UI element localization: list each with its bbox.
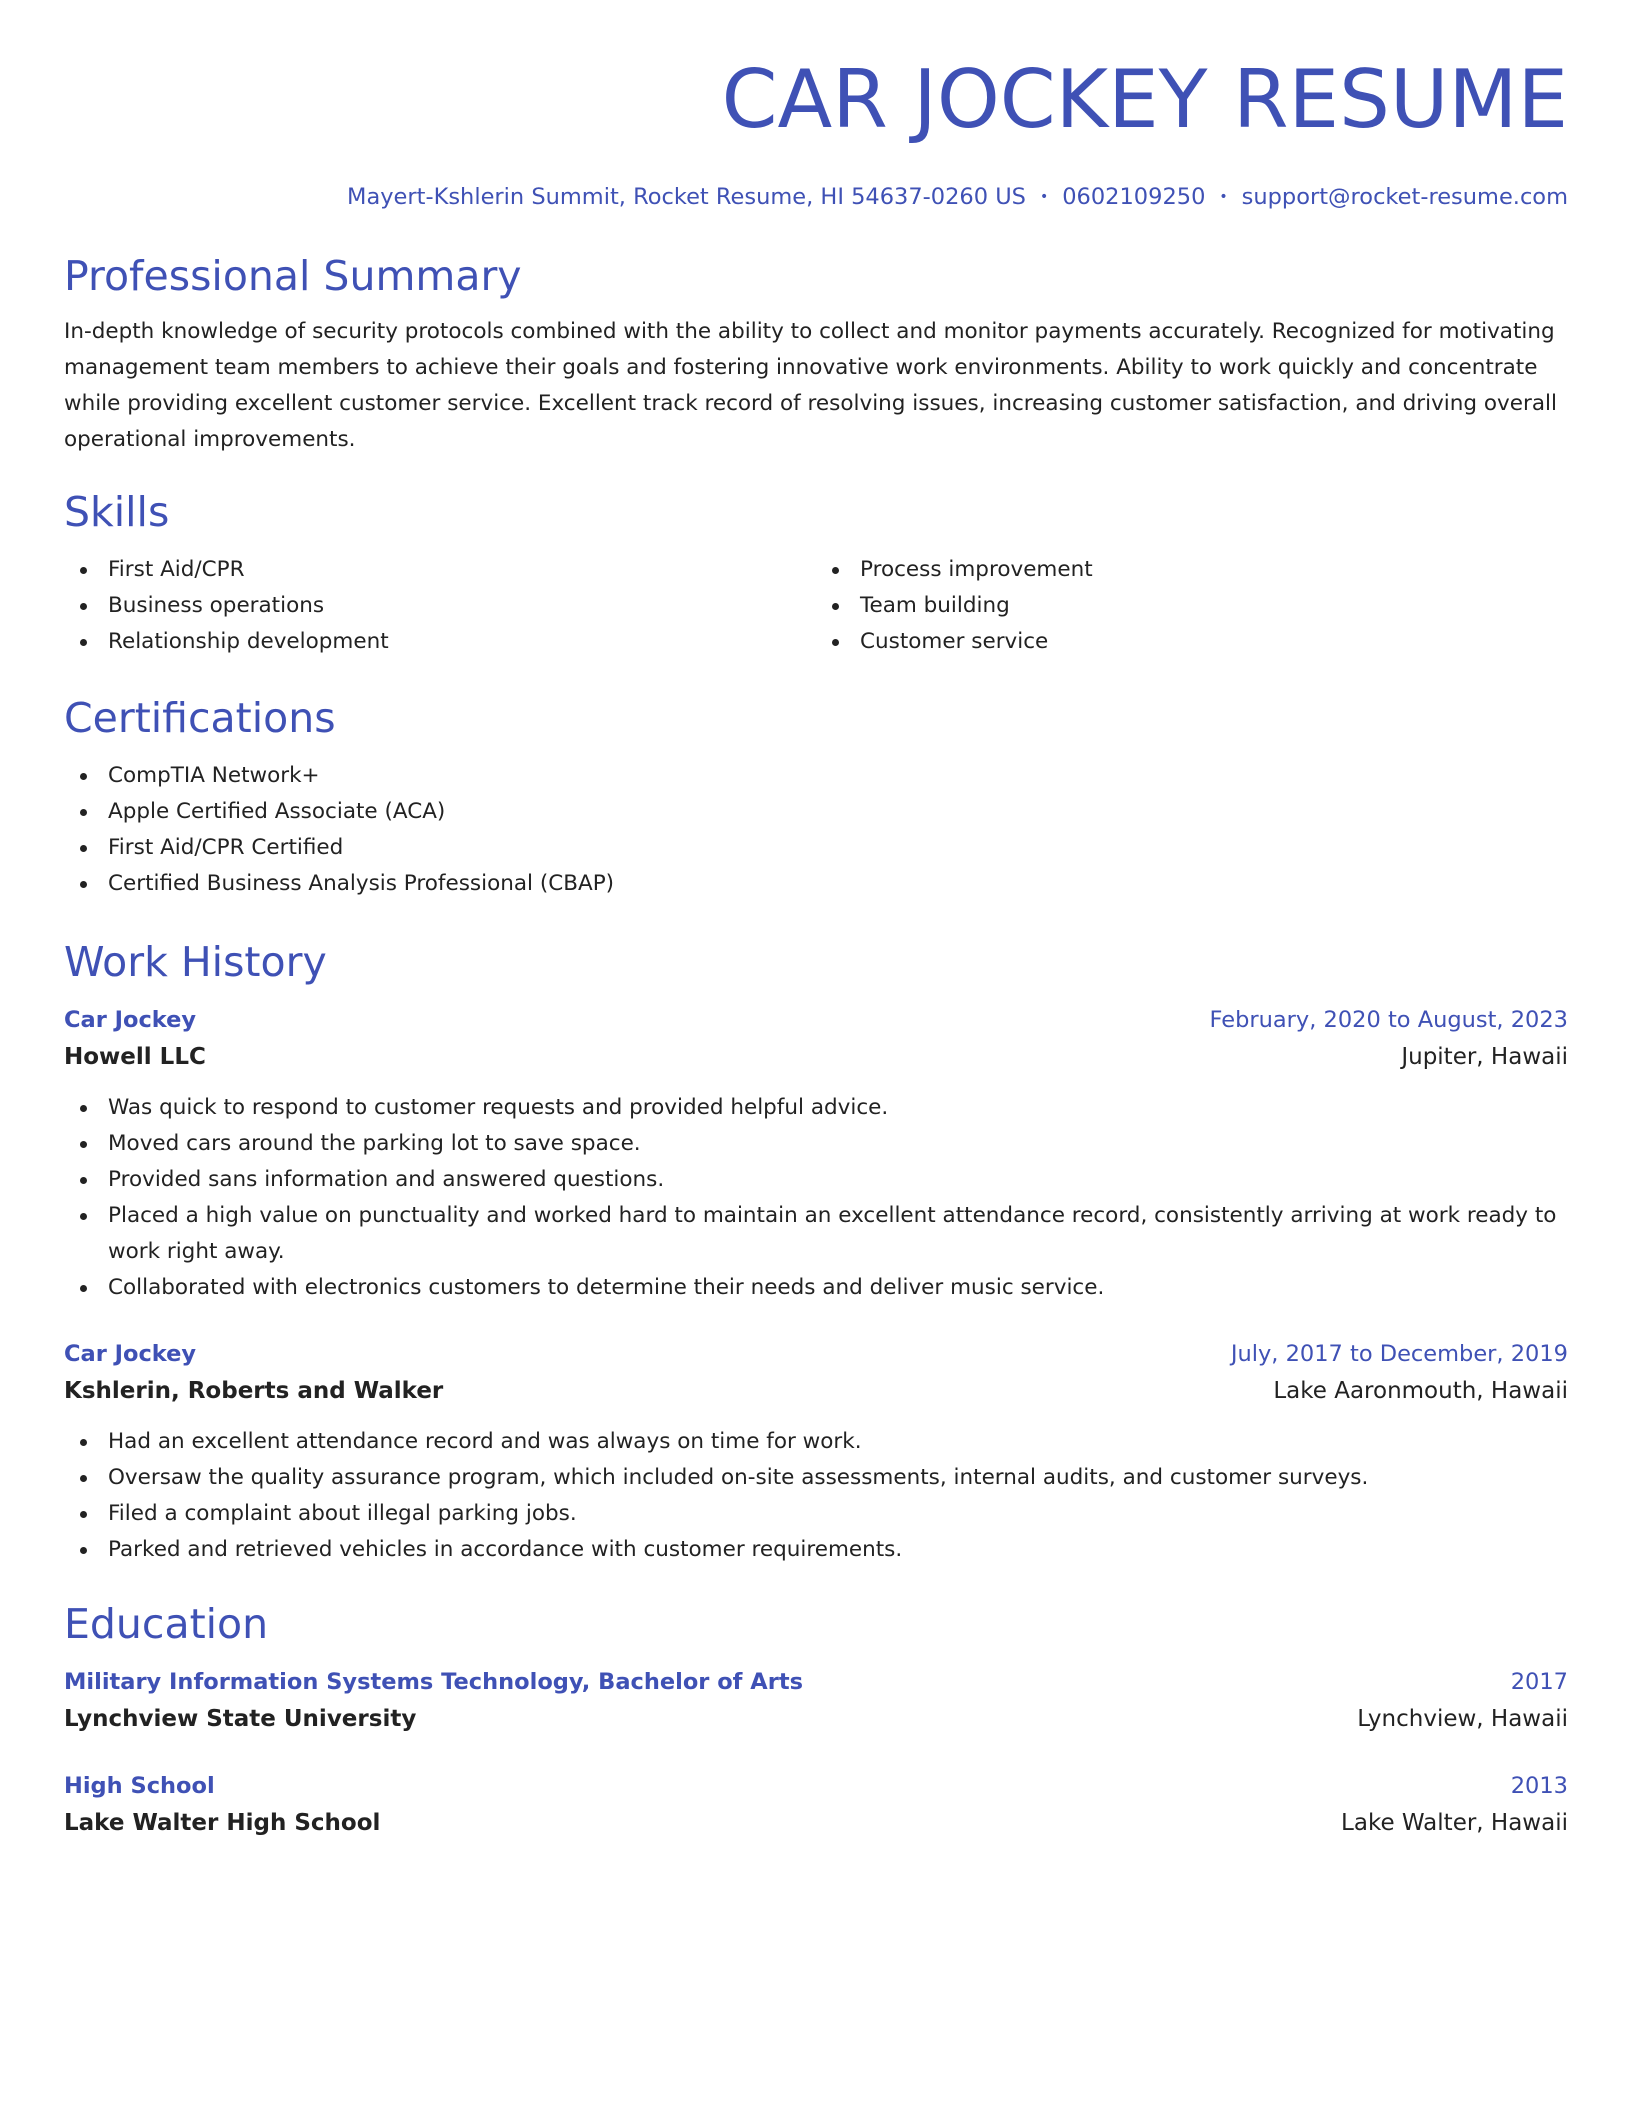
education-year: 2017 <box>1510 1669 1568 1695</box>
certifications-list <box>64 758 1568 902</box>
summary-heading: Professional Summary <box>64 252 522 300</box>
skills-heading: Skills <box>64 488 170 536</box>
job-role: Car Jockey <box>64 1341 197 1367</box>
certification-item: Apple Certified Associate (ACA) <box>64 794 1568 830</box>
summary-text: In-depth knowledge of security protocols combined with the ability to collect and monitor payments accurately. Recognized for motivating management team members to achieve their goals and fostering innovative work environments. Ability to work quickly and concentrate while providing excellent customer service. Excellent track record of resolving issues, increasing customer satisfaction, and driving overall operational improvements. <box>64 319 1557 452</box>
job-title-row <box>64 1002 1568 1038</box>
education-degree-row <box>64 1664 1568 1700</box>
education-school-row <box>64 1804 1568 1842</box>
job-duty-item: Was quick to respond to customer requests and provided helpful advice. <box>64 1090 1568 1126</box>
job-duty-item: Parked and retrieved vehicles in accordance with customer requirements. <box>64 1532 1568 1568</box>
job-role: Car Jockey <box>64 1007 197 1033</box>
skill-item: Customer service <box>816 624 1568 660</box>
skill-item: First Aid/CPR <box>64 552 816 588</box>
skill-item: Relationship development <box>64 624 816 660</box>
certification-item: Certified Business Analysis Professional (CBAP) <box>64 866 1568 902</box>
education-school-row <box>64 1700 1568 1738</box>
job-duty-item: Provided sans information and answered questions. <box>64 1162 1568 1198</box>
certification-item: CompTIA Network+ <box>64 758 1568 794</box>
contact-address: Mayert-Kshlerin Summit, Rocket Resume, HI 54637-0260 US <box>347 184 1026 210</box>
job-location: Jupiter, Hawaii <box>1401 1044 1568 1070</box>
skills-list-right <box>816 552 1568 660</box>
education-year: 2013 <box>1510 1773 1568 1799</box>
skill-item: Team building <box>816 588 1568 624</box>
skills-list-left <box>64 552 816 660</box>
job-dates: February, 2020 to August, 2023 <box>1209 1007 1568 1033</box>
job-company: Howell LLC <box>64 1044 206 1070</box>
job-company: Kshlerin, Roberts and Walker <box>64 1378 444 1404</box>
job-entry <box>64 1002 1568 1306</box>
job-title-row <box>64 1336 1568 1372</box>
education-degree-row <box>64 1768 1568 1804</box>
job-duty-item: Had an excellent attendance record and was always on time for work. <box>64 1424 1568 1460</box>
job-company-row <box>64 1372 1568 1410</box>
certifications-heading: Certifications <box>64 694 336 742</box>
skill-item: Business operations <box>64 588 816 624</box>
contact-separator: • <box>1219 189 1228 205</box>
certification-item: First Aid/CPR Certified <box>64 830 1568 866</box>
education-heading: Education <box>64 1600 269 1648</box>
job-duty-item: Placed a high value on punctuality and worked hard to maintain an excellent attendance record, consistently arriving at work ready to work right away. <box>64 1198 1568 1270</box>
resume-header <box>64 52 1568 212</box>
contact-email[interactable]: support@rocket-resume.com <box>1241 184 1568 210</box>
resume-name: CAR JOCKEY RESUME <box>721 53 1568 146</box>
contact-line <box>64 182 1568 212</box>
job-entry <box>64 1336 1568 1568</box>
job-duty-item: Collaborated with electronics customers to determine their needs and deliver music service. <box>64 1270 1568 1306</box>
job-location: Lake Aaronmouth, Hawaii <box>1273 1378 1568 1404</box>
education-location: Lynchview, Hawaii <box>1357 1706 1568 1732</box>
education-degree: High School <box>64 1773 215 1799</box>
work-history-heading: Work History <box>64 938 327 986</box>
contact-separator: • <box>1039 189 1049 205</box>
education-location: Lake Walter, Hawaii <box>1341 1810 1568 1836</box>
job-duty-item: Oversaw the quality assurance program, which included on-site assessments, internal audits, and customer surveys. <box>64 1460 1568 1496</box>
education-entry <box>64 1768 1568 1842</box>
job-duty-item: Filed a complaint about illegal parking jobs. <box>64 1496 1568 1532</box>
job-duties-list <box>64 1090 1568 1306</box>
education-entry <box>64 1664 1568 1738</box>
education-school: Lynchview State University <box>64 1706 417 1732</box>
skills-columns <box>64 552 1568 660</box>
education-school: Lake Walter High School <box>64 1810 381 1836</box>
skill-item: Process improvement <box>816 552 1568 588</box>
contact-phone: 0602109250 <box>1062 184 1206 210</box>
job-duties-list <box>64 1424 1568 1568</box>
job-dates: July, 2017 to December, 2019 <box>1230 1341 1568 1367</box>
job-company-row <box>64 1038 1568 1076</box>
job-duty-item: Moved cars around the parking lot to save space. <box>64 1126 1568 1162</box>
education-degree: Military Information Systems Technology, Bachelor of Arts <box>64 1669 803 1695</box>
